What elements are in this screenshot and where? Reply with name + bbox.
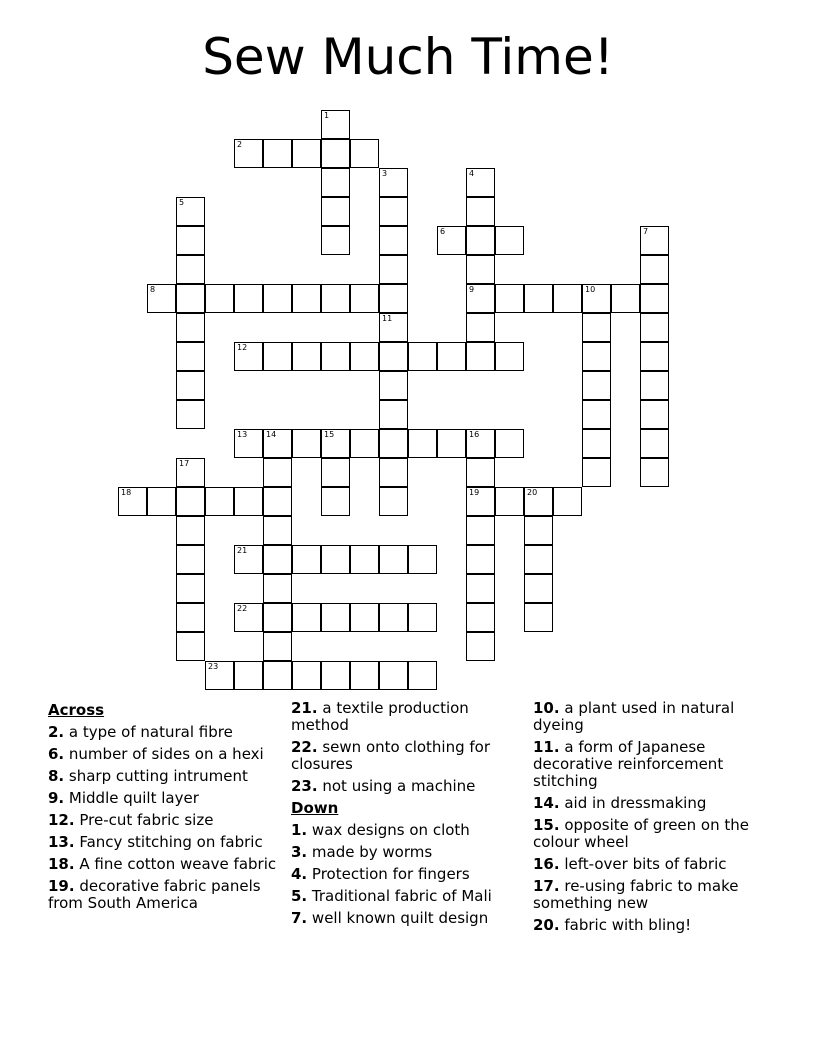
grid-cell[interactable] (582, 342, 611, 371)
grid-cell[interactable] (234, 603, 263, 632)
clue-down-11: 11. a form of Japanese decorative reinforcement stitching (533, 738, 724, 790)
grid-cell[interactable] (582, 371, 611, 400)
grid-cell[interactable] (176, 255, 205, 284)
grid-cell[interactable] (379, 342, 408, 371)
clue-number: 5 (179, 198, 185, 207)
grid-cell[interactable] (176, 313, 205, 342)
grid-cell[interactable] (495, 342, 524, 371)
grid-cell[interactable] (437, 342, 466, 371)
clue-number: 14 (266, 430, 277, 439)
grid-cell[interactable] (553, 284, 582, 313)
grid-cell[interactable] (350, 661, 379, 690)
grid-cell[interactable] (582, 429, 611, 458)
clue-number: 15 (324, 430, 335, 439)
grid-cell[interactable] (524, 545, 553, 574)
grid-cell[interactable] (321, 168, 350, 197)
clue-down-10: 10. a plant used in natural dyeing (533, 699, 735, 734)
grid-cell[interactable] (176, 458, 205, 487)
clue-down-7: 7. well known quilt design (291, 909, 489, 927)
clue-across-12: 12. Pre-cut fabric size (48, 811, 214, 829)
grid-cell[interactable] (234, 342, 263, 371)
clue-across-18: 18. A fine cotton weave fabric (48, 855, 277, 873)
grid-cell[interactable] (350, 139, 379, 168)
grid-cell[interactable] (524, 284, 553, 313)
grid-cell[interactable] (379, 371, 408, 400)
grid-cell[interactable] (466, 284, 495, 313)
grid-cell[interactable] (379, 545, 408, 574)
clue-down-17: 17. re-using fabric to make something new (533, 877, 739, 912)
grid-cell[interactable] (292, 661, 321, 690)
clue-across-22: 22. sewn onto clothing for closures (291, 738, 491, 773)
grid-cell[interactable] (176, 371, 205, 400)
grid-cell[interactable] (176, 226, 205, 255)
grid-cell[interactable] (466, 168, 495, 197)
grid-cell[interactable] (234, 487, 263, 516)
grid-cell[interactable] (321, 110, 350, 139)
grid-cell[interactable] (379, 168, 408, 197)
grid-cell[interactable] (350, 603, 379, 632)
grid-cell[interactable] (466, 429, 495, 458)
grid-cell[interactable] (466, 313, 495, 342)
grid-cell[interactable] (263, 342, 292, 371)
clue-across-21: 21. a textile production method (291, 699, 469, 734)
grid-cell[interactable] (176, 197, 205, 226)
grid-cell[interactable] (234, 429, 263, 458)
clue-number: 7 (643, 227, 649, 236)
clue-number: 2 (237, 140, 243, 149)
grid-cell[interactable] (466, 458, 495, 487)
grid-cell[interactable] (321, 429, 350, 458)
grid-cell[interactable] (466, 574, 495, 603)
grid-cell[interactable] (350, 342, 379, 371)
clue-across-19: 19. decorative fabric panels from South America (48, 877, 261, 912)
clue-number: 21 (237, 546, 248, 555)
grid-cell[interactable] (495, 429, 524, 458)
clue-number: 18 (121, 488, 132, 497)
grid-cell[interactable] (437, 429, 466, 458)
grid-cell[interactable] (292, 342, 321, 371)
grid-cell[interactable] (640, 313, 669, 342)
grid-cell[interactable] (263, 458, 292, 487)
clues-column-2 (291, 700, 523, 932)
grid-cell[interactable] (263, 632, 292, 661)
grid-cell[interactable] (263, 516, 292, 545)
grid-cell[interactable] (176, 574, 205, 603)
clue-across-13: 13. Fancy stitching on fabric (48, 833, 263, 851)
clue-number: 22 (237, 604, 248, 613)
grid-cell[interactable] (582, 284, 611, 313)
grid-cell[interactable] (611, 284, 640, 313)
grid-cell[interactable] (640, 226, 669, 255)
grid-cell[interactable] (466, 226, 495, 255)
clue-down-3: 3. made by worms (291, 843, 433, 861)
grid-cell[interactable] (176, 342, 205, 371)
grid-cell[interactable] (321, 139, 350, 168)
clue-down-1: 1. wax designs on cloth (291, 821, 470, 839)
grid-cell[interactable] (466, 342, 495, 371)
grid-cell[interactable] (321, 458, 350, 487)
down-heading: Down (291, 799, 339, 817)
grid-cell[interactable] (263, 429, 292, 458)
grid-cell[interactable] (321, 226, 350, 255)
grid-cell[interactable] (321, 284, 350, 313)
clue-number: 6 (440, 227, 446, 236)
grid-cell[interactable] (118, 487, 147, 516)
clue-number: 20 (527, 488, 538, 497)
puzzle-title: Sew Much Time! (202, 28, 614, 86)
grid-cell[interactable] (466, 603, 495, 632)
grid-cell[interactable] (524, 574, 553, 603)
grid-cell[interactable] (321, 661, 350, 690)
grid-cell[interactable] (263, 284, 292, 313)
grid-cell[interactable] (640, 255, 669, 284)
grid-cell[interactable] (379, 313, 408, 342)
grid-cell[interactable] (321, 342, 350, 371)
grid-cell[interactable] (350, 284, 379, 313)
grid-cell[interactable] (176, 545, 205, 574)
grid-cell[interactable] (524, 487, 553, 516)
grid-cell[interactable] (292, 284, 321, 313)
grid-cell[interactable] (466, 545, 495, 574)
grid-cell[interactable] (234, 545, 263, 574)
grid-cell[interactable] (379, 429, 408, 458)
grid-cell[interactable] (524, 516, 553, 545)
clue-number: 3 (382, 169, 388, 178)
clue-number: 11 (382, 314, 393, 323)
grid-cell[interactable] (263, 574, 292, 603)
clue-number: 9 (469, 285, 475, 294)
grid-cell[interactable] (205, 487, 234, 516)
across-heading: Across (48, 701, 105, 719)
grid-cell[interactable] (640, 400, 669, 429)
grid-cell[interactable] (176, 516, 205, 545)
grid-cell[interactable] (176, 284, 205, 313)
clue-down-16: 16. left-over bits of fabric (533, 855, 727, 873)
grid-cell[interactable] (466, 516, 495, 545)
clue-number: 1 (324, 111, 330, 120)
clue-down-4: 4. Protection for fingers (291, 865, 470, 883)
clue-number: 13 (237, 430, 248, 439)
grid-cell[interactable] (582, 313, 611, 342)
clue-down-20: 20. fabric with bling! (533, 916, 692, 934)
grid-cell[interactable] (379, 226, 408, 255)
grid-cell[interactable] (234, 661, 263, 690)
grid-cell[interactable] (176, 632, 205, 661)
clue-number: 16 (469, 430, 480, 439)
clue-number: 12 (237, 343, 248, 352)
grid-cell[interactable] (582, 458, 611, 487)
clue-across-6: 6. number of sides on a hexi (48, 745, 264, 763)
grid-cell[interactable] (263, 661, 292, 690)
clue-number: 10 (585, 285, 596, 294)
clue-across-8: 8. sharp cutting intrument (48, 767, 248, 785)
grid-cell[interactable] (408, 429, 437, 458)
grid-cell[interactable] (408, 661, 437, 690)
grid-cell[interactable] (466, 197, 495, 226)
clue-across-2: 2. a type of natural fibre (48, 723, 233, 741)
grid-cell[interactable] (640, 429, 669, 458)
grid-cell[interactable] (408, 545, 437, 574)
clue-number: 8 (150, 285, 156, 294)
grid-cell[interactable] (640, 284, 669, 313)
grid-cell[interactable] (321, 545, 350, 574)
clue-number: 19 (469, 488, 480, 497)
grid-cell[interactable] (263, 487, 292, 516)
grid-cell[interactable] (495, 226, 524, 255)
grid-cell[interactable] (408, 342, 437, 371)
grid-cell[interactable] (379, 603, 408, 632)
grid-cell[interactable] (292, 545, 321, 574)
grid-cell[interactable] (379, 400, 408, 429)
grid-cell[interactable] (234, 139, 263, 168)
grid-cell[interactable] (524, 603, 553, 632)
grid-cell[interactable] (263, 545, 292, 574)
grid-cell[interactable] (379, 284, 408, 313)
grid-cell[interactable] (350, 545, 379, 574)
grid-cell[interactable] (263, 139, 292, 168)
grid-cell[interactable] (292, 603, 321, 632)
grid-cell[interactable] (350, 429, 379, 458)
grid-cell[interactable] (321, 197, 350, 226)
clue-down-5: 5. Traditional fabric of Mali (291, 887, 492, 905)
grid-cell[interactable] (147, 284, 176, 313)
clue-across-23: 23. not using a machine (291, 777, 476, 795)
grid-cell[interactable] (205, 284, 234, 313)
grid-cell[interactable] (205, 661, 234, 690)
grid-cell[interactable] (466, 255, 495, 284)
clues-column-3 (533, 700, 773, 939)
grid-cell[interactable] (263, 603, 292, 632)
grid-cell[interactable] (147, 487, 176, 516)
grid-cell[interactable] (466, 487, 495, 516)
grid-cell[interactable] (379, 255, 408, 284)
grid-cell[interactable] (176, 487, 205, 516)
clue-number: 23 (208, 662, 219, 671)
clue-down-14: 14. aid in dressmaking (533, 794, 707, 812)
grid-cell[interactable] (292, 139, 321, 168)
clue-number: 17 (179, 459, 190, 468)
grid-cell[interactable] (234, 284, 263, 313)
grid-cell[interactable] (176, 400, 205, 429)
grid-cell[interactable] (553, 487, 582, 516)
grid-cell[interactable] (379, 458, 408, 487)
grid-cell[interactable] (379, 661, 408, 690)
grid-cell[interactable] (466, 632, 495, 661)
grid-cell[interactable] (321, 603, 350, 632)
grid-cell[interactable] (495, 487, 524, 516)
grid-cell[interactable] (321, 487, 350, 516)
grid-cell[interactable] (582, 400, 611, 429)
clue-number: 4 (469, 169, 475, 178)
grid-cell[interactable] (379, 197, 408, 226)
grid-cell[interactable] (640, 342, 669, 371)
grid-cell[interactable] (176, 603, 205, 632)
grid-cell[interactable] (379, 487, 408, 516)
clue-down-15: 15. opposite of green on the colour wheel (533, 816, 750, 851)
clue-across-9: 9. Middle quilt layer (48, 789, 199, 807)
clues-column-1 (48, 700, 280, 917)
grid-cell[interactable] (640, 371, 669, 400)
grid-cell[interactable] (292, 429, 321, 458)
grid-cell[interactable] (408, 603, 437, 632)
grid-cell[interactable] (640, 458, 669, 487)
grid-cell[interactable] (495, 284, 524, 313)
grid-cell[interactable] (437, 226, 466, 255)
